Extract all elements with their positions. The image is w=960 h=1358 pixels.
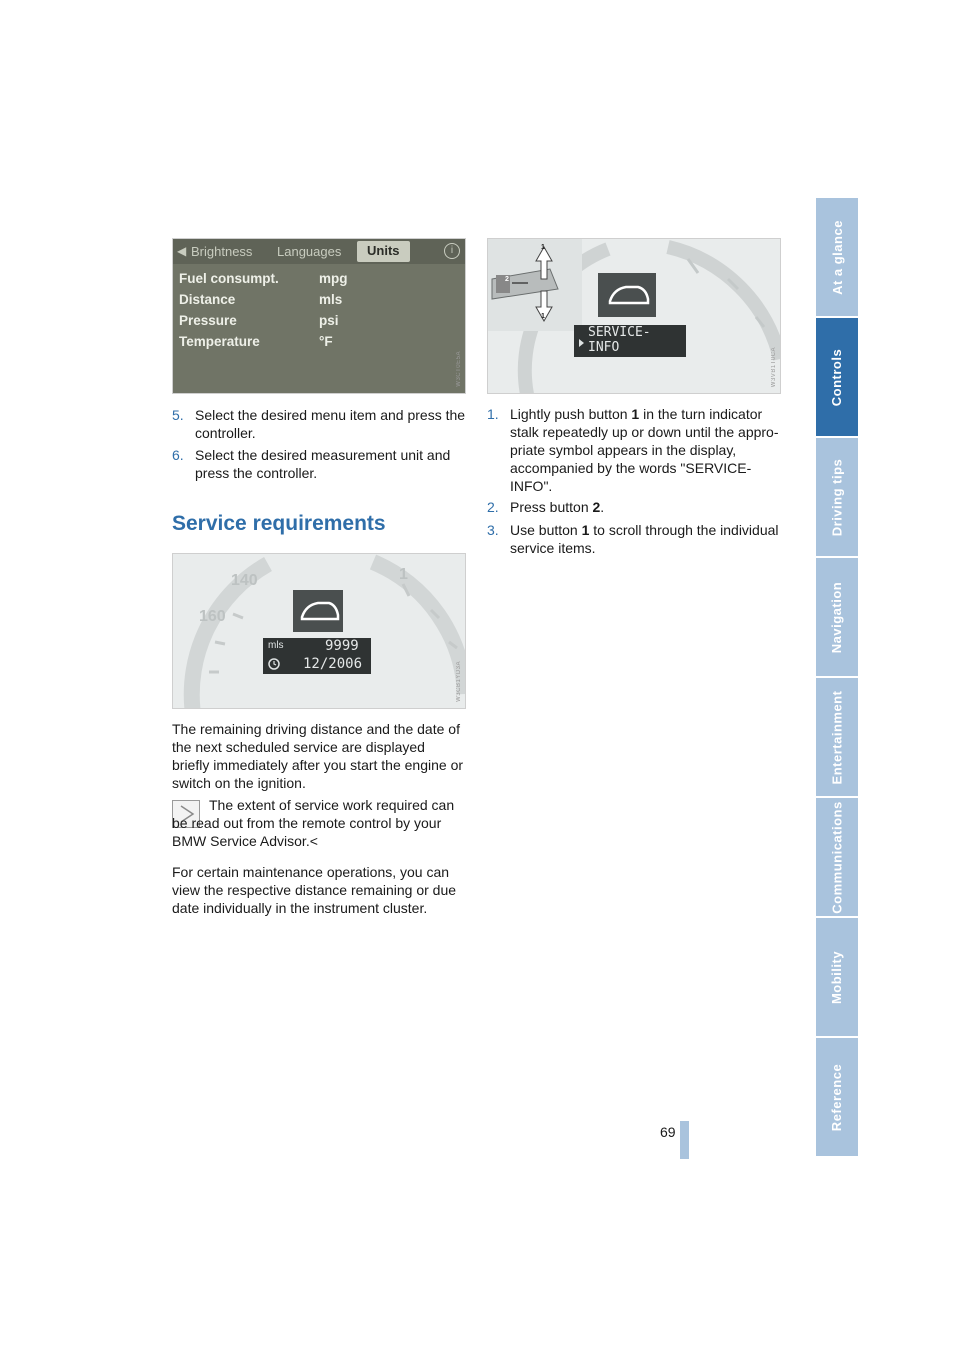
menu-tab-units: Units xyxy=(357,241,410,262)
distance-unit: mls xyxy=(268,640,284,651)
units-row-value: psi xyxy=(319,313,339,328)
chapter-tabs xyxy=(816,198,858,1158)
units-row xyxy=(179,292,459,307)
tab-at-a-glance[interactable] xyxy=(816,198,858,316)
tab-label: At a glance xyxy=(829,219,845,295)
gauge-label-1: 1 xyxy=(399,566,408,583)
step-text xyxy=(510,405,781,495)
note-text: The extent of service work required can be read out from the remote control by your BMW Service Advisor. xyxy=(172,797,455,849)
gauge-label-160: 160 xyxy=(199,608,226,625)
units-menu-figure xyxy=(172,238,466,394)
step-text-part: to scroll through the individual service items. xyxy=(510,522,779,556)
gauge-label-140: 140 xyxy=(231,572,258,589)
instrument-cluster-illustration xyxy=(488,239,781,394)
button-label-1-bottom: 1 xyxy=(541,313,545,320)
step-number: 6. xyxy=(172,447,184,463)
units-row-label: Temperature xyxy=(179,334,260,349)
tab-mobility[interactable] xyxy=(816,918,858,1036)
tab-driving-tips[interactable] xyxy=(816,438,858,556)
figure-code: W3CT0E5A xyxy=(456,351,462,387)
service-info-stalk-figure xyxy=(487,238,781,394)
tab-label: Navigation xyxy=(829,581,845,653)
tab-label: Communications xyxy=(829,800,845,914)
step-text xyxy=(510,498,781,516)
tab-reference[interactable] xyxy=(816,1038,858,1156)
step-text: Select the desired measurement unit and press the controller. xyxy=(195,447,451,481)
service-requirements-figure xyxy=(172,553,466,709)
step-text-part: in the turn indicator stalk repeatedly up or down until the appro-priate symbol appears in the display, accompanied by the words "SERVICE-INFO". xyxy=(510,406,779,494)
tab-label: Entertainment xyxy=(829,690,845,784)
units-menu-bar xyxy=(173,239,465,264)
units-row-label: Distance xyxy=(179,292,236,307)
page-marker-bar xyxy=(680,1121,689,1159)
tab-entertainment[interactable] xyxy=(816,678,858,796)
figure-code: W3CB1YD3A xyxy=(456,661,462,702)
step-text xyxy=(510,521,781,557)
tab-navigation[interactable] xyxy=(816,558,858,676)
note-end-mark: < xyxy=(309,833,318,849)
units-row-value: °F xyxy=(319,334,333,349)
units-row-label: Pressure xyxy=(179,313,237,328)
step-number: 3. xyxy=(487,522,499,538)
units-row xyxy=(179,334,459,349)
units-row-label: Fuel consumpt. xyxy=(179,271,279,286)
service-date: 12/2006 xyxy=(303,656,363,672)
tab-label: Controls xyxy=(829,348,845,406)
menu-tab-brightness: Brightness xyxy=(191,244,253,259)
step-number: 2. xyxy=(487,499,499,515)
info-icon: i xyxy=(444,243,460,259)
step-text-part: . xyxy=(600,499,605,515)
step-6 xyxy=(172,446,466,482)
step-1 xyxy=(487,405,781,495)
step-text-part: Press button xyxy=(510,499,593,515)
individual-paragraph: For certain maintenance operations, you can view the respective distance remaining or due date individually in the instrument cluster. xyxy=(172,864,457,916)
back-arrow-icon: ◀ xyxy=(177,244,187,258)
units-row-value: mpg xyxy=(319,271,348,286)
button-label-1-top: 1 xyxy=(541,244,545,251)
tab-communications[interactable] xyxy=(816,798,858,916)
step-text: Select the desired menu item and press the controller. xyxy=(195,407,466,441)
instrument-cluster-illustration xyxy=(173,554,466,709)
page-number: 69 xyxy=(660,1124,676,1140)
section-title: Service requirements xyxy=(172,512,386,535)
tab-label: Mobility xyxy=(829,950,845,1004)
units-row xyxy=(179,313,459,328)
tab-controls[interactable] xyxy=(816,318,858,436)
step-text-part: Lightly push button xyxy=(510,406,632,422)
service-info-line-1: SERVICE- xyxy=(588,325,651,340)
distance-value: 9999 xyxy=(325,638,359,654)
button-number: 2 xyxy=(592,499,601,515)
tab-label: Driving tips xyxy=(829,458,845,536)
units-row-value: mls xyxy=(319,292,343,307)
step-2 xyxy=(487,498,781,516)
button-number: 1 xyxy=(581,522,590,538)
step-3 xyxy=(487,521,781,557)
intro-paragraph: The remaining driving distance and the date of the next scheduled service are displayed briefly immediately after you start the engine or switch on the ignition. xyxy=(172,721,464,791)
tab-label: Reference xyxy=(829,1063,845,1131)
step-number: 1. xyxy=(487,406,499,422)
step-5 xyxy=(172,406,466,442)
figure-code: W3VB1T0CA xyxy=(771,346,777,387)
menu-tab-languages: Languages xyxy=(277,244,342,259)
button-label-2: 2 xyxy=(505,276,509,283)
service-info-line-2: INFO xyxy=(588,340,620,355)
step-text-part: Use button xyxy=(510,522,582,538)
step-number: 5. xyxy=(172,407,184,423)
units-row xyxy=(179,271,459,286)
button-number: 1 xyxy=(631,406,640,422)
note-paragraph xyxy=(172,796,466,850)
